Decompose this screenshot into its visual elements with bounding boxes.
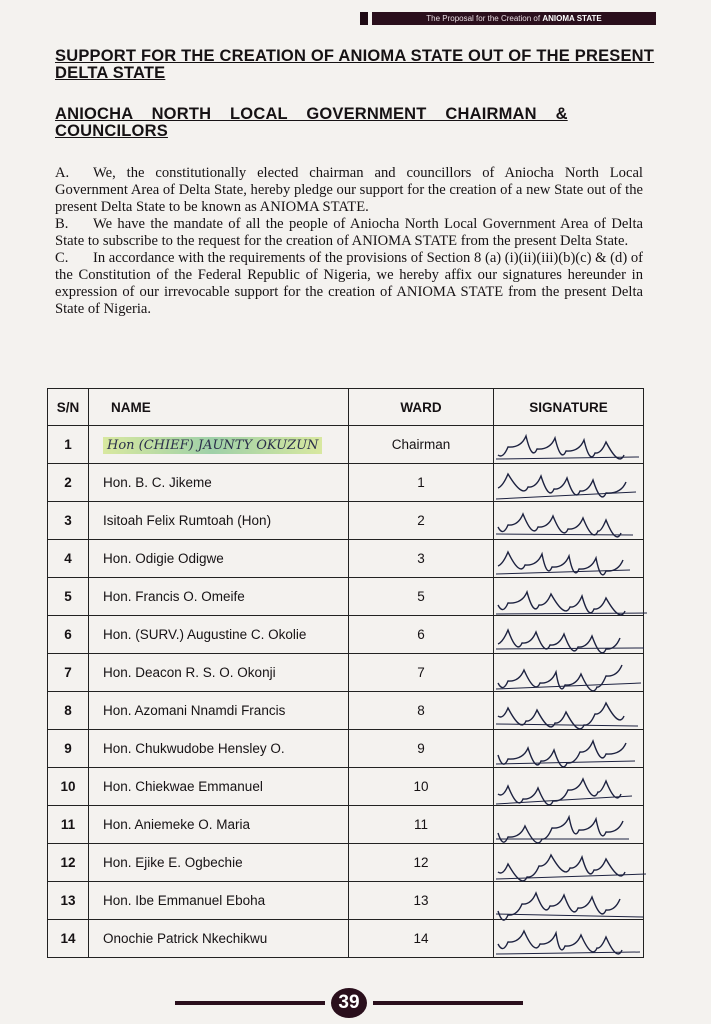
paragraph-a: A. We, the constitutionally elected chairman and councillors of Aniocha North Local Government Area of Delta State, hereby pledge our support for the creation of a new State out of the present Delta State to be known as ANIOMA STATE. xyxy=(55,165,643,215)
ward-cell: 11 xyxy=(349,806,494,844)
signature-scribble xyxy=(488,542,658,582)
signature-scribble xyxy=(488,504,658,544)
table-row xyxy=(48,768,644,806)
table-row xyxy=(48,616,644,654)
signature-scribble xyxy=(488,846,658,886)
sn-cell: 2 xyxy=(48,464,89,502)
signature-cell xyxy=(494,882,644,920)
sn-cell: 8 xyxy=(48,692,89,730)
name-cell: Hon. Chiekwae Emmanuel xyxy=(89,768,349,806)
signature-cell xyxy=(494,540,644,578)
sn-cell: 5 xyxy=(48,578,89,616)
ward-cell: 12 xyxy=(349,844,494,882)
name-cell: Hon. Deacon R. S. O. Okonji xyxy=(89,654,349,692)
ward-cell: 5 xyxy=(349,578,494,616)
signature-scribble xyxy=(488,884,658,924)
table-row xyxy=(48,920,644,958)
signature-cell xyxy=(494,806,644,844)
ward-cell: 8 xyxy=(349,692,494,730)
name-cell: Hon. Ejike E. Ogbechie xyxy=(89,844,349,882)
signature-cell xyxy=(494,692,644,730)
running-header: The Proposal for the Creation of ANIOMA STATE xyxy=(372,12,656,25)
signature-scribble xyxy=(488,732,658,772)
name-cell: Hon. (SURV.) Augustine C. Okolie xyxy=(89,616,349,654)
footer-rule-left xyxy=(175,1001,325,1005)
table-row xyxy=(48,578,644,616)
signature-scribble xyxy=(488,694,658,734)
ward-cell: 2 xyxy=(349,502,494,540)
sn-cell: 4 xyxy=(48,540,89,578)
table-row xyxy=(48,540,644,578)
signature-scribble xyxy=(488,922,658,962)
table-row xyxy=(48,654,644,692)
sn-cell: 10 xyxy=(48,768,89,806)
table-row xyxy=(48,502,644,540)
signature-scribble xyxy=(488,808,658,848)
sn-cell: 9 xyxy=(48,730,89,768)
header-mark xyxy=(360,12,368,25)
header-sn: S/N xyxy=(48,389,89,426)
document-title: SUPPORT FOR THE CREATION OF ANIOMA STATE OUT OF THE PRESENT DELTA STATE xyxy=(55,47,655,82)
header-ward: WARD xyxy=(349,389,494,426)
ward-cell: Chairman xyxy=(349,426,494,464)
signature-scribble xyxy=(488,428,658,468)
name-cell: Hon. Aniemeke O. Maria xyxy=(89,806,349,844)
signature-scribble xyxy=(488,466,658,506)
name-cell: Hon. Francis O. Omeife xyxy=(89,578,349,616)
ward-cell: 13 xyxy=(349,882,494,920)
footer-rule-right xyxy=(373,1001,523,1005)
signature-cell xyxy=(494,844,644,882)
ward-cell: 14 xyxy=(349,920,494,958)
signature-cell xyxy=(494,464,644,502)
name-cell: Isitoah Felix Rumtoah (Hon) xyxy=(89,502,349,540)
signature-cell xyxy=(494,920,644,958)
sn-cell: 1 xyxy=(48,426,89,464)
sn-cell: 13 xyxy=(48,882,89,920)
sn-cell: 12 xyxy=(48,844,89,882)
header-name: NAME xyxy=(89,389,349,426)
table-row xyxy=(48,882,644,920)
table-row xyxy=(48,730,644,768)
sn-cell: 6 xyxy=(48,616,89,654)
signature-cell xyxy=(494,578,644,616)
table-row xyxy=(48,464,644,502)
signature-scribble xyxy=(488,770,658,810)
pledge-text xyxy=(55,165,643,318)
name-cell: Onochie Patrick Nkechikwu xyxy=(89,920,349,958)
sn-cell: 7 xyxy=(48,654,89,692)
signature-scribble xyxy=(488,580,658,620)
table-row xyxy=(48,844,644,882)
name-cell: Hon. Ibe Emmanuel Eboha xyxy=(89,882,349,920)
name-cell: Hon. Azomani Nnamdi Francis xyxy=(89,692,349,730)
table-row xyxy=(48,692,644,730)
page-number: 39 xyxy=(331,988,367,1018)
signature-cell xyxy=(494,502,644,540)
name-cell: Hon (CHIEF) JAUNTY OKUZUN xyxy=(89,426,349,464)
signature-cell xyxy=(494,730,644,768)
ward-cell: 7 xyxy=(349,654,494,692)
paragraph-b: B. We have the mandate of all the people of Aniocha North Local Government Area of Delta State to subscribe to the request for the creation of ANIOMA STATE from the present Delta State. xyxy=(55,216,643,249)
signature-scribble xyxy=(488,656,658,696)
name-cell: Hon. Odigie Odigwe xyxy=(89,540,349,578)
ward-cell: 6 xyxy=(349,616,494,654)
section-subtitle: ANIOCHA NORTH LOCAL GOVERNMENT CHAIRMAN & COUNCILORS xyxy=(55,105,568,140)
signatures-table xyxy=(47,388,644,958)
sn-cell: 11 xyxy=(48,806,89,844)
name-cell: Hon. Chukwudobe Hensley O. xyxy=(89,730,349,768)
signature-scribble xyxy=(488,618,658,658)
signature-cell xyxy=(494,426,644,464)
paragraph-c: C. In accordance with the requirements of the provisions of Section 8 (a) (i)(ii)(iii)(b)(c) & (d) of the Constitution of the Federal Republic of Nigeria, we hereby affix our signatures hereunder in expression of our irrevocable support for the creation of ANIOMA STATE from the present Delta State of Nigeria. xyxy=(55,250,643,317)
table-row xyxy=(48,426,644,464)
signature-cell xyxy=(494,616,644,654)
ward-cell: 3 xyxy=(349,540,494,578)
signature-cell xyxy=(494,768,644,806)
header-signature: SIGNATURE xyxy=(494,389,644,426)
name-cell: Hon. B. C. Jikeme xyxy=(89,464,349,502)
table-row xyxy=(48,806,644,844)
table-header-row xyxy=(48,389,644,426)
signature-cell xyxy=(494,654,644,692)
ward-cell: 1 xyxy=(349,464,494,502)
ward-cell: 9 xyxy=(349,730,494,768)
ward-cell: 10 xyxy=(349,768,494,806)
sn-cell: 3 xyxy=(48,502,89,540)
sn-cell: 14 xyxy=(48,920,89,958)
